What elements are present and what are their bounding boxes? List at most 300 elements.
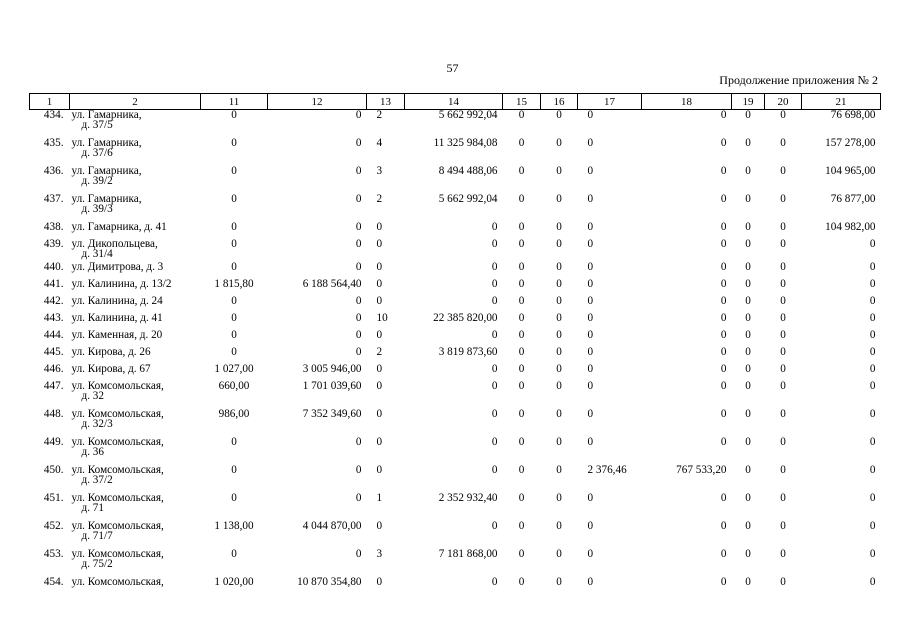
cell-c16: 0 [556,380,562,392]
cell-c15: 0 [518,238,525,250]
row-number: 444. [43,329,64,341]
cell-c19: 0 [745,548,751,560]
cell-c12: 0 [355,548,362,560]
cell-c15: 0 [518,312,525,324]
cell-c11: 0 [231,193,237,205]
cell-c11: 0 [231,464,237,476]
cell-c14: 0 [491,520,498,532]
address-line: ул. Гамарника, [71,165,142,177]
cell-c20: 0 [780,278,786,290]
cell-c16: 0 [556,464,562,476]
cell-c16: 0 [556,109,562,121]
col-header: 18 [642,94,732,110]
cell-c12: 0 [355,346,362,358]
cell-c13: 0 [376,436,383,448]
cell-c15: 0 [518,548,525,560]
cell-c17: 0 [587,380,594,392]
cell-c11: 0 [231,109,237,121]
cell-c18: 0 [720,548,727,560]
address-house: д. 71/7 [81,530,113,542]
cell-c11: 0 [231,548,237,560]
cell-c16: 0 [556,363,562,375]
address-house: д. 37/2 [81,474,113,486]
table-row [30,313,881,330]
address-cell [70,549,201,577]
cell-c15: 0 [518,261,525,273]
address-line: ул. Комсомольская, [71,548,164,560]
address-cell [70,166,201,194]
cell-c21: 0 [869,436,876,448]
cell-c17: 0 [587,329,594,341]
address-cell [70,381,201,409]
cell-c13: 3 [376,165,383,177]
cell-c12: 0 [355,436,362,448]
cell-c15: 0 [518,278,525,290]
cell-c16: 0 [556,261,562,273]
cell-c21: 0 [869,312,876,324]
cell-c13: 0 [376,363,383,375]
address-line: ул. Дикопольцева, [71,238,158,250]
cell-c12: 0 [355,193,362,205]
cell-c21: 0 [869,346,876,358]
cell-c11: 0 [231,295,237,307]
cell-c16: 0 [556,238,562,250]
cell-c12: 0 [355,312,362,324]
cell-c17: 0 [587,238,594,250]
cell-c19: 0 [745,408,751,420]
cell-c20: 0 [780,492,786,504]
address-cell [70,409,201,437]
cell-c11: 0 [231,329,237,341]
col-header: 21 [802,94,881,110]
table-row [30,381,881,409]
cell-c17: 0 [587,295,594,307]
cell-c11: 0 [231,221,237,233]
cell-c21: 0 [869,363,876,375]
cell-c16: 0 [556,165,562,177]
row-number: 449. [43,436,64,448]
cell-c19: 0 [745,520,751,532]
cell-c20: 0 [780,363,786,375]
address-cell [70,347,201,364]
cell-c19: 0 [745,346,751,358]
table-row [30,166,881,194]
cell-c11: 0 [231,436,237,448]
address-cell [70,493,201,521]
col-header: 1 [30,94,70,110]
cell-c16: 0 [556,295,562,307]
cell-c21: 76 877,00 [830,193,876,205]
table-row [30,437,881,465]
cell-c18: 0 [720,193,727,205]
col-header: 17 [578,94,642,110]
address-line: ул. Гамарника, д. 41 [71,221,167,233]
cell-c11: 0 [231,261,237,273]
row-number: 450. [43,464,64,476]
cell-c17: 0 [587,576,594,588]
cell-c19: 0 [745,436,751,448]
cell-c19: 0 [745,261,751,273]
cell-c15: 0 [518,520,525,532]
cell-c15: 0 [518,408,525,420]
cell-c13: 3 [376,548,383,560]
cell-c14: 0 [491,278,498,290]
cell-c20: 0 [780,193,786,205]
cell-c18: 0 [720,329,727,341]
cell-c14: 0 [491,363,498,375]
cell-c20: 0 [780,238,786,250]
cell-c21: 0 [869,492,876,504]
row-number: 451. [43,492,64,504]
cell-c14: 0 [491,329,498,341]
cell-c11: 986,00 [218,408,250,420]
cell-c13: 2 [376,193,383,205]
cell-c14: 0 [491,295,498,307]
row-number: 443. [43,312,64,324]
cell-c12: 0 [355,464,362,476]
cell-c20: 0 [780,109,786,121]
cell-c13: 10 [376,312,388,324]
cell-c21: 0 [869,520,876,532]
cell-c21: 0 [869,238,876,250]
cell-c12: 4 044 870,00 [302,520,362,532]
address-line: ул. Гамарника, [71,193,142,205]
cell-c16: 0 [556,193,562,205]
cell-c12: 0 [355,238,362,250]
cell-c19: 0 [745,295,751,307]
cell-c11: 0 [231,312,237,324]
cell-c15: 0 [518,221,525,233]
col-header: 2 [70,94,201,110]
cell-c18: 0 [720,312,727,324]
cell-c11: 0 [231,492,237,504]
cell-c21: 0 [869,329,876,341]
cell-c18: 0 [720,576,727,588]
row-number: 448. [43,408,64,420]
col-header: 14 [405,94,503,110]
cell-c13: 0 [376,295,383,307]
cell-c18: 767 533,20 [676,464,727,476]
address-cell [70,521,201,549]
address-cell [70,279,201,296]
cell-c16: 0 [556,137,562,149]
cell-c15: 0 [518,464,525,476]
cell-c16: 0 [556,329,562,341]
cell-c18: 0 [720,261,727,273]
cell-c21: 0 [869,278,876,290]
cell-c21: 104 982,00 [825,221,876,233]
cell-c14: 0 [491,380,498,392]
cell-c19: 0 [745,312,751,324]
cell-c12: 0 [355,221,362,233]
table-row [30,493,881,521]
address-house: д. 36 [81,446,104,458]
cell-c17: 0 [587,261,594,273]
table-row [30,279,881,296]
address-house: д. 37/6 [81,147,113,159]
page-number: 57 [446,61,459,75]
address-line: ул. Комсомольская, [71,408,164,420]
address-house: д. 39/2 [81,175,113,187]
address-cell [70,138,201,166]
cell-c21: 104 965,00 [825,165,876,177]
cell-c18: 0 [720,363,727,375]
row-number: 441. [43,278,64,290]
cell-c14: 0 [491,261,498,273]
cell-c21: 0 [869,295,876,307]
cell-c21: 0 [869,548,876,560]
cell-c12: 0 [355,137,362,149]
cell-c19: 0 [745,380,751,392]
cell-c18: 0 [720,221,727,233]
cell-c17: 0 [587,165,594,177]
address-cell [70,222,201,239]
cell-c19: 0 [745,492,751,504]
cell-c14: 0 [491,221,498,233]
cell-c21: 0 [869,464,876,476]
col-header: 16 [541,94,578,110]
cell-c17: 0 [587,312,594,324]
address-cell [70,577,201,596]
address-line: ул. Комсомольская, [71,492,164,504]
cell-c17: 0 [587,548,594,560]
address-cell [70,437,201,465]
cell-c13: 0 [376,576,383,588]
cell-c21: 157 278,00 [825,137,876,149]
row-number: 445. [43,346,64,358]
cell-c20: 0 [780,312,786,324]
cell-c11: 0 [231,238,237,250]
cell-c17: 0 [587,193,594,205]
address-house: д. 31/4 [81,248,113,260]
address-line: ул. Кирова, д. 67 [71,363,151,375]
table-row [30,222,881,239]
cell-c17: 2 376,46 [587,464,627,476]
cell-c12: 0 [355,492,362,504]
cell-c16: 0 [556,576,562,588]
cell-c17: 0 [587,408,594,420]
cell-c12: 7 352 349,60 [302,408,362,420]
cell-c16: 0 [556,492,562,504]
cell-c12: 3 005 946,00 [302,363,362,375]
cell-c15: 0 [518,380,525,392]
cell-c17: 0 [587,137,594,149]
cell-c18: 0 [720,295,727,307]
cell-c14: 3 819 873,60 [438,346,498,358]
cell-c15: 0 [518,346,525,358]
row-number: 442. [43,295,64,307]
address-cell [70,465,201,493]
cell-c17: 0 [587,520,594,532]
address-house: д. 39/3 [81,203,113,215]
cell-c20: 0 [780,576,786,588]
cell-c12: 0 [355,329,362,341]
cell-c14: 5 662 992,04 [438,109,498,121]
cell-c14: 0 [491,576,498,588]
row-number: 438. [43,221,64,233]
cell-c12: 0 [355,165,362,177]
cell-c19: 0 [745,109,751,121]
table-row [30,465,881,493]
cell-c12: 10 870 354,80 [297,576,362,588]
cell-c17: 0 [587,221,594,233]
cell-c18: 0 [720,165,727,177]
cell-c15: 0 [518,137,525,149]
row-number: 435. [43,137,64,149]
row-number: 440. [43,261,64,273]
table-row [30,549,881,577]
table-row [30,296,881,313]
cell-c13: 0 [376,329,383,341]
row-number: 439. [43,238,64,250]
cell-c13: 1 [376,492,383,504]
cell-c16: 0 [556,520,562,532]
cell-c12: 1 701 039,60 [302,380,362,392]
cell-c15: 0 [518,329,525,341]
address-house: д. 37/5 [81,119,113,131]
row-number: 447. [43,380,64,392]
cell-c20: 0 [780,548,786,560]
address-cell [70,330,201,347]
cell-c20: 0 [780,464,786,476]
cell-c18: 0 [720,278,727,290]
cell-c21: 0 [869,408,876,420]
cell-c18: 0 [720,408,727,420]
table-row [30,110,881,139]
cell-c14: 0 [491,408,498,420]
row-number: 446. [43,363,64,375]
table-row [30,577,881,596]
cell-c13: 0 [376,221,383,233]
cell-c20: 0 [780,221,786,233]
cell-c16: 0 [556,346,562,358]
cell-c11: 0 [231,165,237,177]
cell-c12: 0 [355,109,362,121]
cell-c19: 0 [745,137,751,149]
address-cell [70,194,201,222]
cell-c11: 1 027,00 [214,363,254,375]
cell-c20: 0 [780,165,786,177]
cell-c12: 0 [355,261,362,273]
data-table [29,93,881,596]
cell-c19: 0 [745,464,751,476]
address-line: ул. Калинина, д. 13/2 [71,278,172,290]
cell-c20: 0 [780,520,786,532]
address-line: ул. Комсомольская, [71,520,164,532]
cell-c20: 0 [780,295,786,307]
cell-c19: 0 [745,238,751,250]
table-row [30,409,881,437]
cell-c13: 2 [376,109,383,121]
cell-c18: 0 [720,137,727,149]
cell-c15: 0 [518,193,525,205]
cell-c18: 0 [720,346,727,358]
cell-c16: 0 [556,278,562,290]
cell-c14: 11 325 984,08 [433,137,498,149]
cell-c20: 0 [780,261,786,273]
address-cell [70,313,201,330]
address-house: д. 32/3 [81,418,113,430]
cell-c20: 0 [780,436,786,448]
cell-c19: 0 [745,278,751,290]
address-cell [70,239,201,262]
cell-c20: 0 [780,137,786,149]
cell-c13: 0 [376,380,383,392]
cell-c15: 0 [518,576,525,588]
cell-c20: 0 [780,408,786,420]
cell-c19: 0 [745,221,751,233]
address-line: ул. Комсомольская, [71,436,164,448]
cell-c16: 0 [556,221,562,233]
table-row [30,330,881,347]
address-line: ул. Каменная, д. 20 [71,329,163,341]
cell-c14: 7 181 868,00 [438,548,498,560]
table-row [30,138,881,166]
row-number: 454. [43,576,64,588]
address-line: ул. Комсомольская, [71,380,164,392]
cell-c16: 0 [556,312,562,324]
address-house: д. 71 [81,502,104,514]
address-line: ул. Калинина, д. 41 [71,312,163,324]
cell-c17: 0 [587,436,594,448]
cell-c21: 76 698,00 [830,109,876,121]
cell-c18: 0 [720,436,727,448]
cell-c16: 0 [556,436,562,448]
col-header: 20 [765,94,802,110]
cell-c11: 1 138,00 [214,520,254,532]
cell-c12: 0 [355,295,362,307]
row-number: 434. [43,109,64,121]
address-line: ул. Димитрова, д. 3 [71,261,164,273]
col-header: 13 [367,94,405,110]
address-line: ул. Гамарника, [71,137,142,149]
cell-c14: 8 494 488,06 [438,165,498,177]
cell-c14: 0 [491,436,498,448]
cell-c11: 660,00 [218,380,250,392]
cell-c13: 0 [376,464,383,476]
address-cell [70,110,201,139]
cell-c20: 0 [780,380,786,392]
cell-c17: 0 [587,346,594,358]
cell-c15: 0 [518,436,525,448]
col-header: 11 [201,94,268,110]
table-row [30,239,881,262]
appendix-subtitle: Продолжение приложения № 2 [719,73,878,87]
cell-c16: 0 [556,548,562,560]
cell-c13: 0 [376,408,383,420]
cell-c18: 0 [720,238,727,250]
address-line: ул. Гамарника, [71,109,142,121]
cell-c15: 0 [518,165,525,177]
cell-c14: 5 662 992,04 [438,193,498,205]
table-row [30,521,881,549]
cell-c14: 0 [491,464,498,476]
cell-c11: 0 [231,346,237,358]
address-house: д. 75/2 [81,558,113,570]
cell-c13: 0 [376,520,383,532]
col-header: 19 [732,94,765,110]
cell-c13: 2 [376,346,383,358]
address-line: ул. Комсомольская, [71,464,164,476]
cell-c17: 0 [587,492,594,504]
address-cell [70,262,201,279]
cell-c15: 0 [518,363,525,375]
table-row [30,194,881,222]
cell-c15: 0 [518,295,525,307]
address-house: д. 32 [81,390,104,402]
cell-c21: 0 [869,380,876,392]
cell-c13: 4 [376,137,383,149]
